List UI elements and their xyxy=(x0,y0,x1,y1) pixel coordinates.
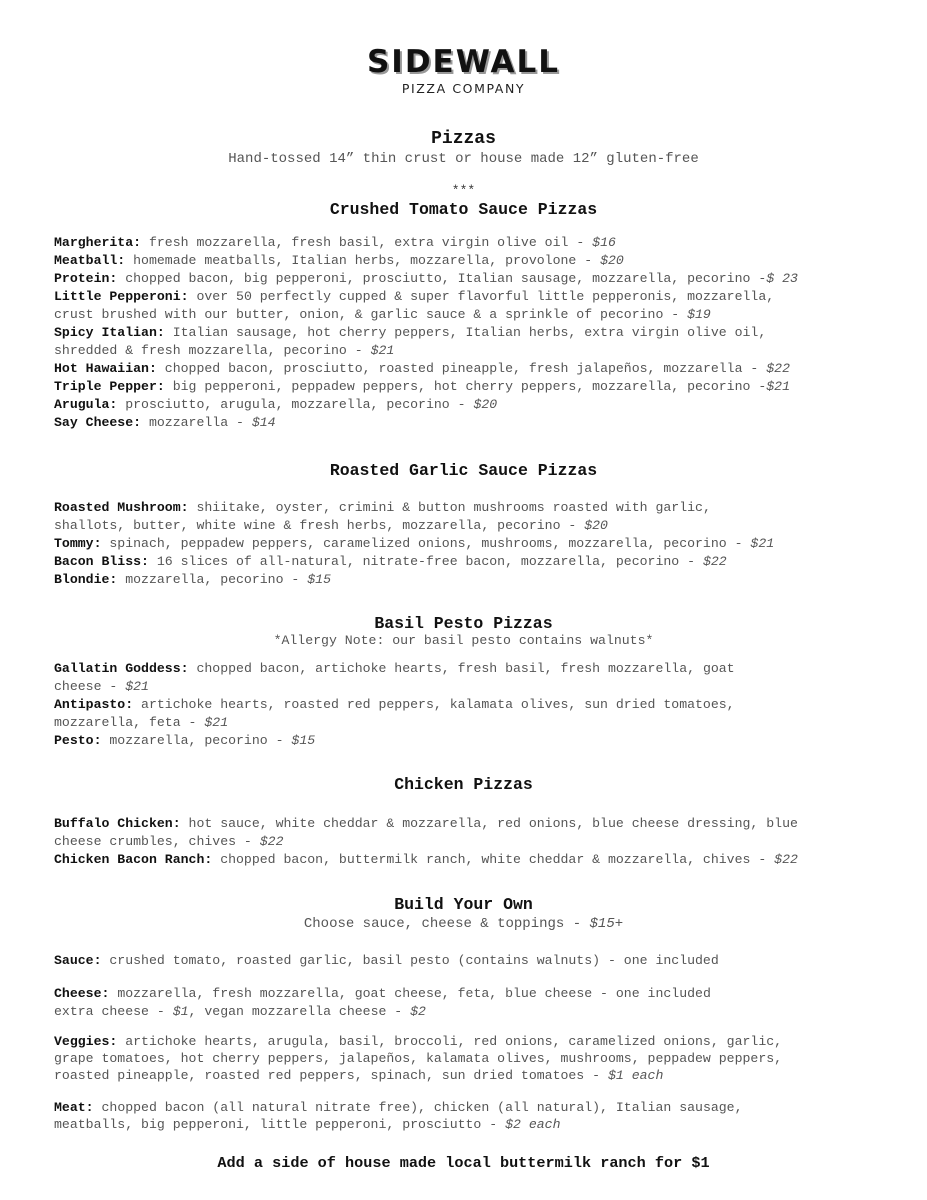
brand-tagline: PIZZA COMPANY xyxy=(401,81,526,96)
item-name: Blondie: xyxy=(54,572,118,587)
cheese-options: mozzarella, fresh mozzarella, goat cheese, feta, blue cheese - one included xyxy=(109,986,711,1001)
chicken-title: Chicken Pizzas xyxy=(394,775,533,794)
garlic-list xyxy=(54,499,914,589)
pizzas-title: Pizzas xyxy=(431,129,496,149)
item-price: $20 xyxy=(584,518,608,533)
item-price: $22 xyxy=(259,834,284,849)
item-price: $19 xyxy=(687,307,711,322)
meat-label: Meat: xyxy=(54,1100,94,1115)
item-name: Bacon Bliss: xyxy=(54,554,149,569)
item-name: Antipasto: xyxy=(54,697,134,712)
item-price: $14 xyxy=(251,415,276,430)
item-price: $15 xyxy=(307,572,331,587)
item-desc: Italian sausage, hot cherry peppers, Italian herbs, extra virgin olive oil, xyxy=(164,325,767,340)
byo-subtitle-price: $15+ xyxy=(589,916,624,932)
item-name: Triple Pepper: xyxy=(54,379,165,394)
menu-item-protein xyxy=(54,270,914,288)
item-name: Little Pepperoni: xyxy=(54,289,189,304)
item-name: Meatball: xyxy=(54,253,126,268)
menu-item-hot-hawaiian xyxy=(54,360,914,378)
item-name: Say Cheese: xyxy=(54,415,142,430)
item-price: $16 xyxy=(592,235,616,250)
extra-cheese-price: $1 xyxy=(172,1004,189,1019)
item-desc-cont: shredded & fresh mozzarella, pecorino - xyxy=(54,343,371,358)
item-desc: mozzarella, pecorino - xyxy=(117,572,308,587)
byo-veggies xyxy=(54,1033,914,1084)
item-desc: spinach, peppadew peppers, caramelized onions, mushrooms, mozzarella, pecorino - xyxy=(101,536,751,551)
menu-item-spicy-italian xyxy=(54,324,914,360)
cheese-label: Cheese: xyxy=(54,986,110,1001)
item-name: Margherita: xyxy=(54,235,142,250)
item-desc-cont: shallots, butter, white wine & fresh herbs, mozzarella, pecorino - xyxy=(54,518,585,533)
item-name: Pesto: xyxy=(54,733,102,748)
menu-item-say-cheese xyxy=(54,414,914,432)
item-desc: 16 slices of all-natural, nitrate-free bacon, mozzarella, pecorino - xyxy=(148,554,703,569)
item-name: Roasted Mushroom: xyxy=(54,500,189,515)
item-price: $20 xyxy=(473,397,498,412)
item-price: $22 xyxy=(702,554,727,569)
byo-title: Build Your Own xyxy=(394,895,533,914)
crushed-list xyxy=(54,234,914,432)
menu-item-roasted-mushroom xyxy=(54,499,914,535)
logo xyxy=(0,44,927,97)
item-desc: shiitake, oyster, crimini & button mushrooms roasted with garlic, xyxy=(188,500,711,515)
extra-cheese: extra cheese - xyxy=(54,1004,173,1019)
item-name: Arugula: xyxy=(54,397,118,412)
item-price: $ 23 xyxy=(766,271,798,286)
item-name: Gallatin Goddess: xyxy=(54,661,189,676)
meat-price: $2 each xyxy=(505,1117,561,1132)
veggies-line2: grape tomatoes, hot cherry peppers, jalapeños, kalamata olives, mushrooms, peppadew peppers, xyxy=(54,1051,783,1066)
meat-line2: meatballs, big pepperoni, little pepperoni, prosciutto - xyxy=(54,1117,506,1132)
item-price: $21 xyxy=(766,379,790,394)
item-desc: chopped bacon, big pepperoni, prosciutto, Italian sausage, mozzarella, pecorino - xyxy=(117,271,767,286)
chicken-list xyxy=(54,815,914,869)
item-name: Chicken Bacon Ranch: xyxy=(54,852,213,867)
byo-cheese xyxy=(54,985,914,1021)
meat-line1: chopped bacon (all natural nitrate free), chicken (all natural), Italian sausage, xyxy=(93,1100,743,1115)
item-desc-cont: cheese - xyxy=(54,679,126,694)
menu-item-meatball xyxy=(54,252,914,270)
item-price: $15 xyxy=(291,733,316,748)
item-name: Hot Hawaiian: xyxy=(54,361,157,376)
menu-item-gallatin-goddess xyxy=(54,660,914,696)
sauce-label: Sauce: xyxy=(54,953,102,968)
allergy-note: *Allergy Note: our basil pesto contains walnuts* xyxy=(273,633,654,648)
menu-item-arugula xyxy=(54,396,914,414)
byo-sauce xyxy=(54,952,914,970)
menu-item-triple-pepper xyxy=(54,378,914,396)
item-desc-cont: crust brushed with our butter, onion, & garlic sauce & a sprinkle of pecorino - xyxy=(54,307,688,322)
item-desc: big pepperoni, peppadew peppers, hot cherry peppers, mozzarella, pecorino - xyxy=(164,379,767,394)
menu-item-bacon-bliss xyxy=(54,553,914,571)
vegan-cheese-price: $2 xyxy=(410,1004,426,1019)
garlic-title: Roasted Garlic Sauce Pizzas xyxy=(329,461,598,480)
byo-subtitle-text: Choose sauce, cheese & toppings - xyxy=(303,916,590,932)
veggies-label: Veggies: xyxy=(54,1034,118,1049)
item-price: $21 xyxy=(204,715,229,730)
item-desc: chopped bacon, artichoke hearts, fresh basil, fresh mozzarella, goat xyxy=(188,661,735,676)
byo-meat xyxy=(54,1099,914,1133)
veggies-line3: roasted pineapple, roasted red peppers, spinach, sun dried tomatoes - xyxy=(54,1068,608,1083)
item-desc: chopped bacon, buttermilk ranch, white cheddar & mozzarella, chives - xyxy=(212,852,775,867)
menu-item-antipasto xyxy=(54,696,914,732)
pizzas-subtitle: Hand-tossed 14” thin crust or house made 12” gluten-free xyxy=(228,151,699,167)
byo-subtitle xyxy=(0,916,927,932)
brand-name: SIDEWALL xyxy=(366,44,561,80)
item-desc: hot sauce, white cheddar & mozzarella, red onions, blue cheese dressing, blue xyxy=(180,816,798,831)
item-price: $22 xyxy=(766,361,791,376)
menu-item-buffalo-chicken xyxy=(54,815,914,851)
item-price: $22 xyxy=(774,852,798,867)
item-price: $21 xyxy=(125,679,149,694)
item-desc-cont: mozzarella, feta - xyxy=(54,715,205,730)
item-price: $21 xyxy=(750,536,775,551)
item-price: $21 xyxy=(370,343,395,358)
crushed-title: Crushed Tomato Sauce Pizzas xyxy=(329,200,598,219)
item-name: Buffalo Chicken: xyxy=(54,816,181,831)
divider: *** xyxy=(451,183,476,198)
sauce-options: crushed tomato, roasted garlic, basil pesto (contains walnuts) - one included xyxy=(101,953,719,968)
item-desc: prosciutto, arugula, mozzarella, pecorino - xyxy=(117,397,474,412)
veggies-line1: artichoke hearts, arugula, basil, broccoli, red onions, caramelized onions, garlic, xyxy=(117,1034,783,1049)
menu-item-little-pepperoni xyxy=(54,288,914,324)
item-name: Tommy: xyxy=(54,536,102,551)
item-desc: chopped bacon, prosciutto, roasted pineapple, fresh jalapeños, mozzarella - xyxy=(156,361,767,376)
pesto-list xyxy=(54,660,914,750)
menu-item-tommy xyxy=(54,535,914,553)
item-name: Protein: xyxy=(54,271,118,286)
item-desc: mozzarella, pecorino - xyxy=(101,733,292,748)
item-name: Spicy Italian: xyxy=(54,325,165,340)
menu-item-chicken-bacon-ranch xyxy=(54,851,914,869)
item-desc: artichoke hearts, roasted red peppers, kalamata olives, sun dried tomatoes, xyxy=(133,697,735,712)
item-desc: over 50 perfectly cupped & super flavorful little pepperonis, mozzarella, xyxy=(188,289,775,304)
veggies-price: $1 each xyxy=(607,1068,664,1083)
vegan-cheese: , vegan mozzarella cheese - xyxy=(188,1004,411,1019)
item-desc: homemade meatballs, Italian herbs, mozzarella, provolone - xyxy=(125,253,601,268)
menu-item-blondie xyxy=(54,571,914,589)
item-desc: mozzarella - xyxy=(141,415,252,430)
item-desc: fresh mozzarella, fresh basil, extra virgin olive oil - xyxy=(141,235,593,250)
item-desc-cont: cheese crumbles, chives - xyxy=(54,834,260,849)
menu-item-margherita xyxy=(54,234,914,252)
pesto-title: Basil Pesto Pizzas xyxy=(374,614,553,633)
item-price: $20 xyxy=(600,253,624,268)
menu-item-pesto xyxy=(54,732,914,750)
ranch-footer: Add a side of house made local buttermilk ranch for $1 xyxy=(217,1154,710,1172)
